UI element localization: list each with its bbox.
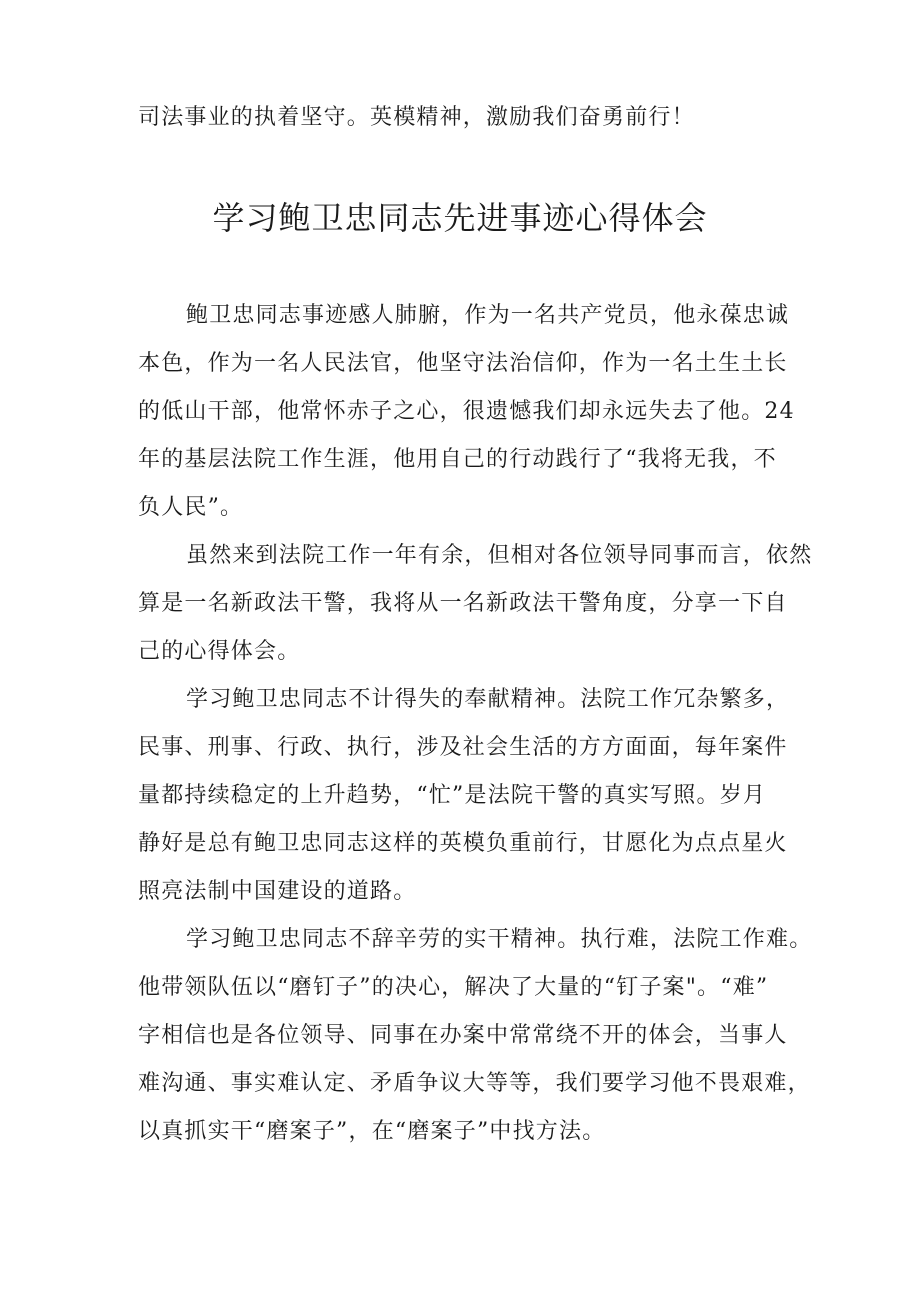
paragraph-line: 负人民”。: [138, 495, 244, 520]
paragraph-line: 的低山干部，他常怀赤子之心，很遗憾我们却永远失去了他。24: [138, 399, 795, 424]
paragraph-line: 算是一名新政法干警，我将从一名新政法干警角度，分享一下自: [138, 591, 788, 616]
paragraph-line: 民事、刑事、行政、执行，涉及社会生活的方方面面，每年案件: [138, 735, 788, 760]
paragraph-line: 难沟通、事实难认定、矛盾争议大等等，我们要学习他不畏艰难，: [138, 1071, 811, 1096]
paragraph-line: 字相信也是各位领导、同事在办案中常常绕不开的体会，当事人: [138, 1023, 788, 1048]
paragraph-line: 量都持续稳定的上升趋势，“忙”是法院干警的真实写照。岁月: [138, 783, 767, 808]
paragraph-line: 静好是总有鲍卫忠同志这样的英模负重前行，甘愿化为点点星火: [138, 831, 788, 856]
paragraph-line: 年的基层法院工作生涯，他用自己的行动践行了“我将无我，不: [138, 447, 777, 472]
paragraph-line: 以真抓实干“磨案子”，在“磨案子”中找方法。: [138, 1119, 606, 1144]
paragraph-line: 他带领队伍以“磨钉子”的决心，解决了大量的“钉子案"。“难”: [138, 975, 769, 1000]
paragraph-line: 鲍卫忠同志事迹感人肺腑，作为一名共产党员，他永葆忠诚: [186, 303, 790, 328]
page-title: 学习鲍卫忠同志先进事迹心得体会: [212, 199, 708, 237]
paragraph-line: 本色，作为一名人民法官，他坚守法治信仰，作为一名土生土长: [138, 351, 788, 376]
paragraph-line: 己的心得体会。: [138, 639, 301, 664]
paragraph-line: 学习鲍卫忠同志不计得失的奉献精神。法院工作冗杂繁多，: [186, 687, 790, 712]
paragraph-line: 学习鲍卫忠同志不辞辛劳的实干精神。执行难，法院工作难。: [186, 927, 813, 952]
paragraph-line: 照亮法制中国建设的道路。: [138, 879, 417, 904]
paragraph-line: 虽然来到法院工作一年有余，但相对各位领导同事而言，依然: [186, 543, 813, 568]
intro-line: 司法事业的执着坚守。英模精神，激励我们奋勇前行！: [138, 105, 695, 130]
